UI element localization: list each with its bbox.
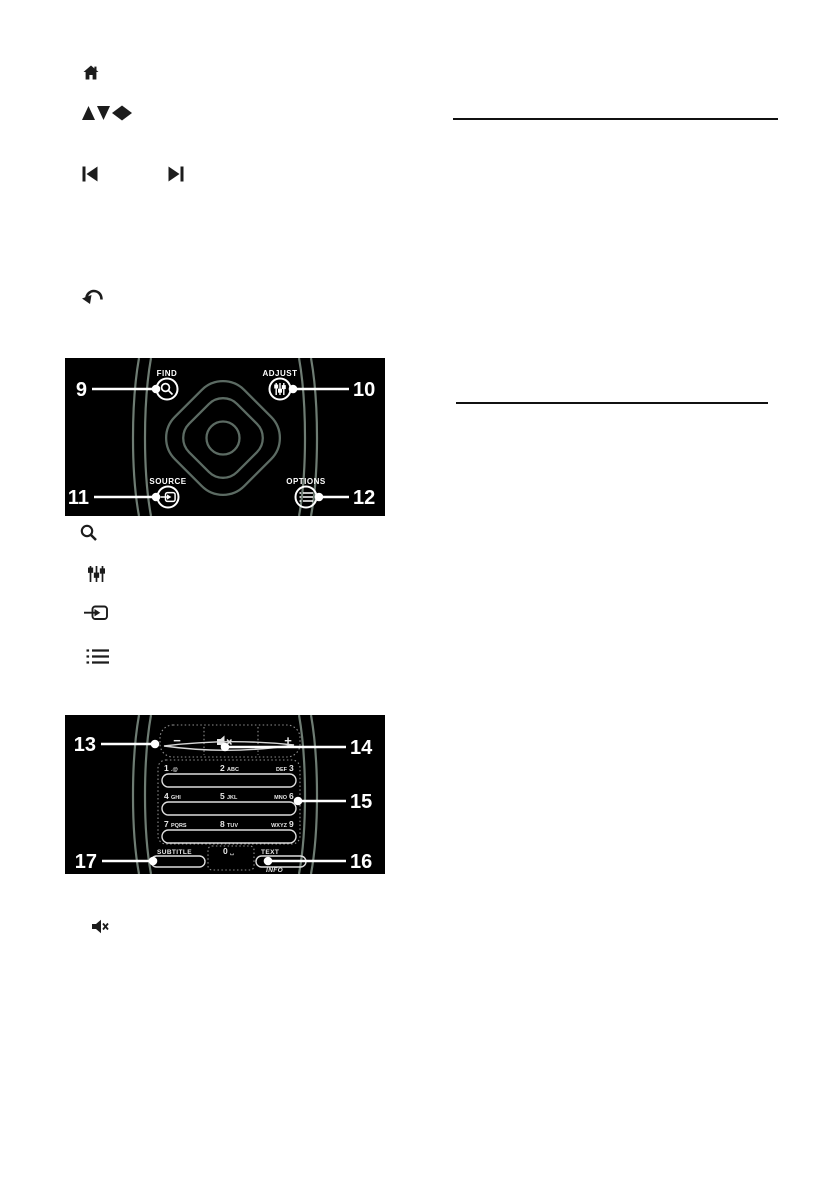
remote-keypad-image: [65, 715, 385, 874]
back-icon: [82, 289, 104, 307]
remote-nav-pad-image: [65, 358, 385, 516]
mute-icon: [92, 919, 109, 935]
key-8-letters: TUV: [227, 823, 238, 829]
home-icon: [83, 65, 99, 81]
info-button-label: INFO: [266, 867, 284, 874]
callout-dot: [315, 493, 324, 502]
callout-number-13: 13: [73, 734, 96, 756]
callout-number-10: 10: [353, 379, 376, 401]
callout-dot: [152, 493, 161, 502]
options-label: OPTIONS: [286, 477, 326, 486]
key-7-letters: PQRS: [171, 823, 187, 829]
key-7: 7: [164, 819, 169, 829]
volume-down-label: −: [173, 733, 181, 748]
skip-next-icon: [168, 166, 184, 182]
callout-dot: [289, 385, 298, 394]
search-icon: [80, 524, 98, 542]
key-1-letters: .@: [171, 767, 178, 773]
adjust-label: ADJUST: [262, 369, 298, 378]
text-button-label: TEXT: [261, 849, 280, 856]
source-icon: [84, 604, 109, 622]
key-9-letters: WXYZ: [271, 823, 287, 829]
callout-number-15: 15: [350, 791, 373, 813]
adjust-icon: [275, 383, 285, 395]
key-6-letters: MNO: [274, 795, 287, 801]
callout-number-17: 17: [74, 851, 97, 873]
callout-number-14: 14: [350, 737, 373, 759]
callout-number-12: 12: [353, 487, 376, 509]
key-5-letters: JKL: [227, 795, 238, 801]
options-icon: [86, 648, 110, 665]
key-4-letters: GHI: [171, 795, 181, 801]
key-0: 0: [223, 846, 228, 856]
volume-up-label: +: [284, 733, 292, 748]
callout-number-9: 9: [75, 379, 87, 401]
section-divider-top: [453, 118, 778, 120]
source-label: SOURCE: [149, 477, 187, 486]
key-8: 8: [220, 819, 225, 829]
key-0-letters: ␣: [230, 850, 234, 856]
skip-previous-icon: [82, 166, 98, 182]
key-4: 4: [164, 791, 169, 801]
key-2-letters: ABC: [227, 767, 239, 773]
key-3: 3: [289, 763, 294, 773]
callout-number-16: 16: [350, 851, 373, 873]
section-divider-middle: [456, 402, 768, 404]
navigation-arrows-icon: [82, 105, 133, 121]
key-6: 6: [289, 791, 294, 801]
subtitle-button-label: SUBTITLE: [157, 849, 192, 856]
key-9: 9: [289, 819, 294, 829]
key-5: 5: [220, 791, 225, 801]
key-2: 2: [220, 763, 225, 773]
callout-number-11: 11: [67, 487, 89, 509]
key-3-letters: DEF: [276, 767, 287, 773]
key-1: 1: [164, 763, 169, 773]
adjust-icon: [88, 565, 105, 583]
callout-dot: [152, 385, 161, 394]
find-label: FIND: [156, 369, 178, 378]
